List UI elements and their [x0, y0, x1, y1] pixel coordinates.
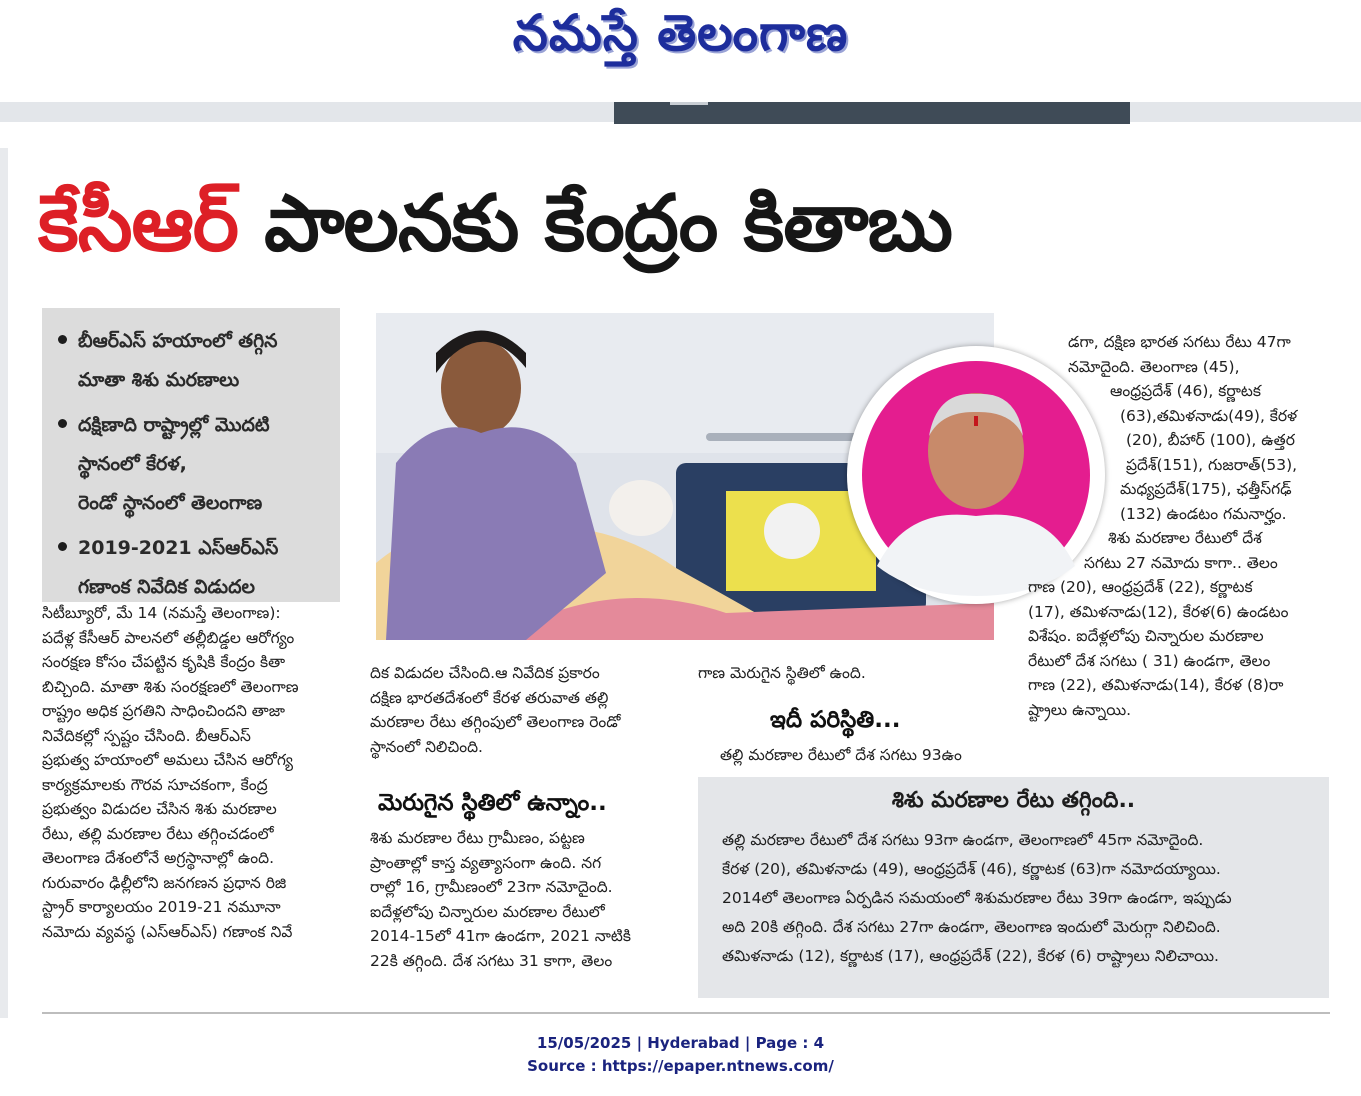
text-line: ఆంధ్రప్రదేశ్ (46), కర్ణాటక — [1110, 382, 1261, 400]
text-line: 22కి తగ్గింది. దేశ సగటు 31 కాగా, తెలం — [370, 951, 613, 970]
highlight-line: మాతా శిశు మరణాలు — [78, 369, 240, 391]
bullet-icon — [58, 542, 67, 551]
masthead-dark-band — [614, 102, 1130, 124]
text-line: శిశు మరణాల రేటు గ్రామీణం, పట్టణ — [370, 829, 585, 847]
subhead-situation: ఇదీ పరిస్థితి... — [770, 707, 901, 733]
text-line: ప్రభుత్వ హయాంలో అమలు చేసిన ఆరోగ్య — [42, 751, 293, 769]
masthead-band-tick — [670, 102, 708, 105]
text-line: ప్రాంతాల్లో కాస్త వ్యత్యాసంగా ఉంది. నగ — [370, 853, 602, 872]
left-margin-rule — [0, 148, 8, 1018]
highlight-line: 2019-2021 ఎస్ఆర్ఎస్ — [78, 537, 279, 559]
text-line: తెలంగాణ దేశంలోనే అగ్రస్థానాల్లో ఉంది. — [42, 849, 275, 867]
text-line: (20), బీహార్ (100), ఉత్తర — [1126, 431, 1295, 449]
text-line: కేరళ (20), తమిళనాడు (49), ఆంధ్రప్రదేశ్ (46), కర్ణాటక (63)గా నమోదయ్యాయి. — [722, 860, 1221, 878]
footer-source-link[interactable]: Source : https://epaper.ntnews.com/ — [527, 1057, 834, 1075]
text-line: కార్యక్రమాలకు గౌరవ సూచకంగా, కేంద్ర — [42, 775, 268, 794]
text-line: రాల్లో 16, గ్రామీణంలో 23గా నమోదైంది. — [370, 878, 613, 896]
text-line: డగా, దక్షిణ భారత సగటు రేటు 47గా — [1068, 333, 1291, 351]
text-line: అది 20కి తగ్గింది. దేశ సగటు 27గా ఉండగా, తెలంగాణ ఇందులో మెరుగ్గా నిలిచింది. — [722, 918, 1221, 936]
masthead-logo: నమస్తే తెలంగాణ — [512, 4, 849, 62]
text-line: 2014-15లో 41గా ఉండగా, 2021 నాటికి — [370, 927, 631, 945]
text-line: ప్రభుత్వం విడుదల చేసిన శిశు మరణాల — [42, 800, 277, 818]
highlight-item — [58, 406, 328, 523]
text-line: మరణాల రేటు తగ్గింపులో తెలంగాణ రెండో — [370, 713, 621, 731]
highlights-box — [42, 308, 340, 602]
bullet-icon — [58, 335, 67, 344]
text-line: గాణ మెరుగైన స్థితిలో ఉంది. — [698, 664, 866, 682]
highlight-line: దక్షిణాది రాష్ట్రాల్లో మొదటి — [78, 414, 270, 436]
text-line: మధ్యప్రదేశ్(175), ఛత్తీస్‌గఢ్ — [1120, 480, 1292, 498]
text-line: (132) ఉండటం గమనార్హం. — [1120, 504, 1287, 523]
highlight-line: స్థానంలో కేరళ, — [78, 453, 187, 475]
article-column-3 — [698, 661, 998, 686]
text-line: తల్లి మరణాల రేటులో దేశ సగటు 93ఉం — [720, 746, 962, 764]
text-line: తల్లి మరణాల రేటులో దేశ సగటు 93గా ఉండగా, తెలంగాణలో 45గా నమోదైంది. — [722, 831, 1204, 849]
text-line: దిక విడుదల చేసింది.ఆ నివేదిక ప్రకారం — [370, 664, 600, 682]
article-column-2-bottom — [370, 826, 670, 973]
text-line: స్ట్రార్ కార్యాలయం 2019-21 నమూనా — [42, 898, 281, 916]
text-line: దక్షిణ భారతదేశంలో కేరళ తరువాత తల్లి — [370, 688, 609, 707]
highlight-line: రెండో స్థానంలో తెలంగాణ — [78, 492, 263, 514]
text-line: శిశు మరణాల రేటులో దేశ — [1108, 529, 1262, 547]
article-column-3-line — [720, 743, 1005, 768]
headline-red: కేసీఆర్ — [38, 179, 238, 269]
highlight-line: బీఆర్ఎస్ హయాంలో తగ్గిన — [78, 330, 278, 352]
text-line: ప్రదేశ్(151), గుజరాత్(53), — [1126, 455, 1298, 474]
text-line: తమిళనాడు (12), కర్ణాటక (17), ఆంధ్రప్రదేశ్ (22), కేరళ (6) రాష్ట్రాలు నిలిచాయి. — [722, 947, 1219, 965]
text-line: సగటు 27 నమోదు కాగా.. తెలం — [1084, 553, 1278, 572]
text-line: (17), తమిళనాడు(12), కేరళ(6) ఉండటం — [1028, 602, 1289, 621]
highlight-item — [58, 529, 328, 607]
text-line: ష్ట్రాలు ఉన్నాయి. — [1028, 700, 1132, 719]
text-line: గురువారం ఢిల్లీలోని జనగణన ప్రధాన రిజి — [42, 873, 287, 892]
headline-black: పాలనకు కేంద్రం కితాబు — [264, 179, 952, 269]
text-line: ఐదేళ్లలోపు చిన్నారుల మరణాల రేటులో — [370, 902, 605, 921]
headline — [38, 170, 1338, 278]
article-column-4 — [1028, 330, 1331, 722]
text-line: గాణ (20), ఆంధ్రప్రదేశ్ (22), కర్ణాటక — [1028, 578, 1253, 596]
text-line: బిచ్చింది. మాతా శిశు సంరక్షణలో తెలంగాణ — [42, 677, 299, 696]
article-column-1 — [42, 601, 342, 944]
footer — [0, 1032, 1361, 1078]
masthead — [0, 0, 1361, 100]
footer-date-line: 15/05/2025 | Hyderabad | Page : 4 — [536, 1034, 825, 1052]
text-line: విశేషం. ఐదేళ్లలోపు చిన్నారుల మరణాల — [1028, 627, 1264, 645]
text-line: రేటులో దేశ సగటు ( 31) ఉండగా, తెలం — [1028, 651, 1271, 670]
bullet-icon — [58, 419, 67, 428]
box-body — [722, 826, 1312, 971]
text-line: గాణ (22), తమిళనాడు(14), కేరళ (8)రా — [1028, 676, 1284, 694]
text-line: (63),తమిళనాడు(49), కేరళ — [1120, 406, 1298, 425]
text-line: నివేదికల్లో స్పష్టం చేసింది. బీఆర్ఎస్ — [42, 726, 251, 745]
article-column-2-top — [370, 661, 670, 759]
subhead-better-condition: మెరుగైన స్థితిలో ఉన్నాం.. — [378, 790, 607, 816]
text-line: స్థానంలో నిలిచింది. — [370, 737, 483, 756]
text-line: 2014లో తెలంగాణ ఏర్పడిన సమయంలో శిశుమరణాల రేటు 39గా ఉండగా, ఇప్పుడు — [722, 889, 1232, 907]
text-line: సిటీబ్యూరో, మే 14 (నమస్తే తెలంగాణ): — [42, 604, 281, 622]
footer-rule — [42, 1012, 1330, 1014]
text-line: సంరక్షణ కోసం చేపట్టిన కృషికి కేంద్రం కితా — [42, 653, 286, 671]
text-line: నమోదైంది. తెలంగాణ (45), — [1068, 357, 1240, 376]
text-line: రాష్ట్రం అధిక ప్రగతిని సాధించిందని తాజా — [42, 702, 285, 720]
box-title: శిశు మరణాల రేటు తగ్గింది.. — [891, 788, 1136, 813]
highlight-line: గణాంక నివేదిక విడుదల — [78, 576, 255, 598]
text-line: రేటు, తల్లి మరణాల రేటు తగ్గించడంలో — [42, 824, 274, 843]
highlight-item — [58, 322, 328, 400]
text-line: పదేళ్ల కేసీఆర్ పాలనలో తల్లీబిడ్డల ఆరోగ్యం — [42, 628, 295, 647]
text-line: నమోదు వ్యవస్థ (ఎస్ఆర్ఎస్) గణాంక నివే — [42, 922, 293, 941]
